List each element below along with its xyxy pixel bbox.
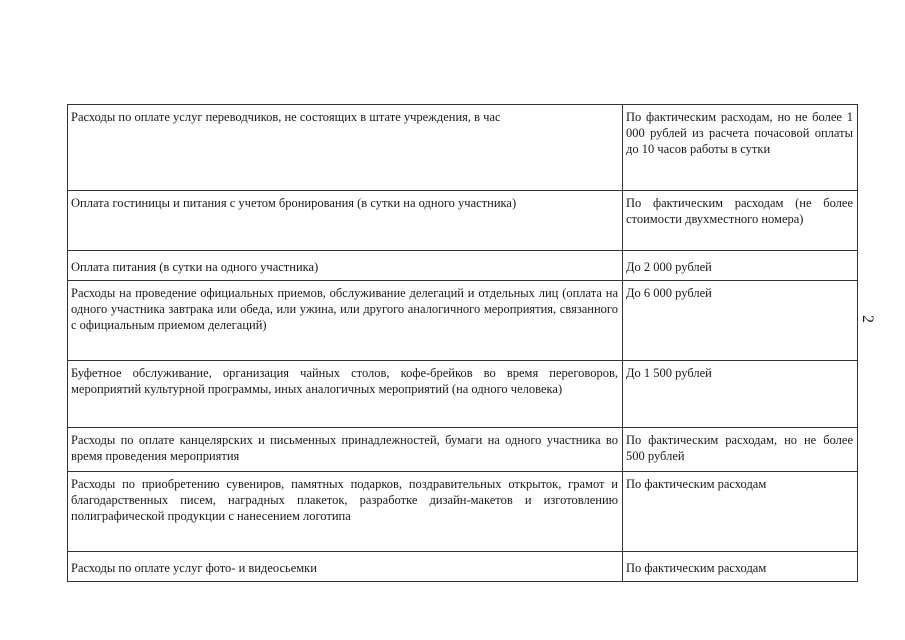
expense-item-cell: Расходы по оплате услуг фото- и видеосьемки <box>68 552 623 582</box>
expense-item-cell: Расходы по приобретению сувениров, памятных подарков, поздравительных открыток, грамот и благодарственных писем, наградных плакеток, разработке дизайн-макетов и изготовлению полиграфической продукции с нанесением логотипа <box>68 472 623 552</box>
expense-item-cell: Расходы по оплате услуг переводчиков, не состоящих в штате учреждения, в час <box>68 105 623 191</box>
expense-limit-cell: По фактическим расходам, но не более 500 рублей <box>623 428 858 472</box>
table-row <box>68 251 858 281</box>
expense-item-cell: Расходы по оплате канцелярских и письменных принадлежностей, бумаги на одного участника во время проведения мероприятия <box>68 428 623 472</box>
expense-item-cell: Расходы на проведение официальных приемов, обслуживание делегаций и отдельных лиц (оплата на одного участника завтрака или обеда, или ужина, или другого аналогичного мероприятия, связанного с официальным приемом делегаций) <box>68 281 623 361</box>
expense-item-cell: Буфетное обслуживание, организация чайных столов, кофе-брейков во время переговоров, мероприятий культурной программы, иных аналогичных мероприятий (на одного человека) <box>68 361 623 428</box>
expense-limit-cell: До 2 000 рублей <box>623 251 858 281</box>
table-row <box>68 281 858 361</box>
table-row <box>68 191 858 251</box>
expense-norms-table <box>67 104 858 582</box>
expense-item-cell: Оплата гостиницы и питания с учетом бронирования (в сутки на одного участника) <box>68 191 623 251</box>
table-row <box>68 552 858 582</box>
table-row <box>68 428 858 472</box>
table-row <box>68 472 858 552</box>
page-number: 2 <box>859 315 876 323</box>
table-row <box>68 361 858 428</box>
table-row <box>68 105 858 191</box>
expense-limit-cell: По фактическим расходам, но не более 1 000 рублей из расчета почасовой оплаты до 10 часов работы в сутки <box>623 105 858 191</box>
expense-limit-cell: До 6 000 рублей <box>623 281 858 361</box>
expense-limit-cell: По фактическим расходам <box>623 472 858 552</box>
expense-item-cell: Оплата питания (в сутки на одного участника) <box>68 251 623 281</box>
expense-limit-cell: По фактическим расходам <box>623 552 858 582</box>
expense-limit-cell: По фактическим расходам (не более стоимости двухместного номера) <box>623 191 858 251</box>
expense-limit-cell: До 1 500 рублей <box>623 361 858 428</box>
